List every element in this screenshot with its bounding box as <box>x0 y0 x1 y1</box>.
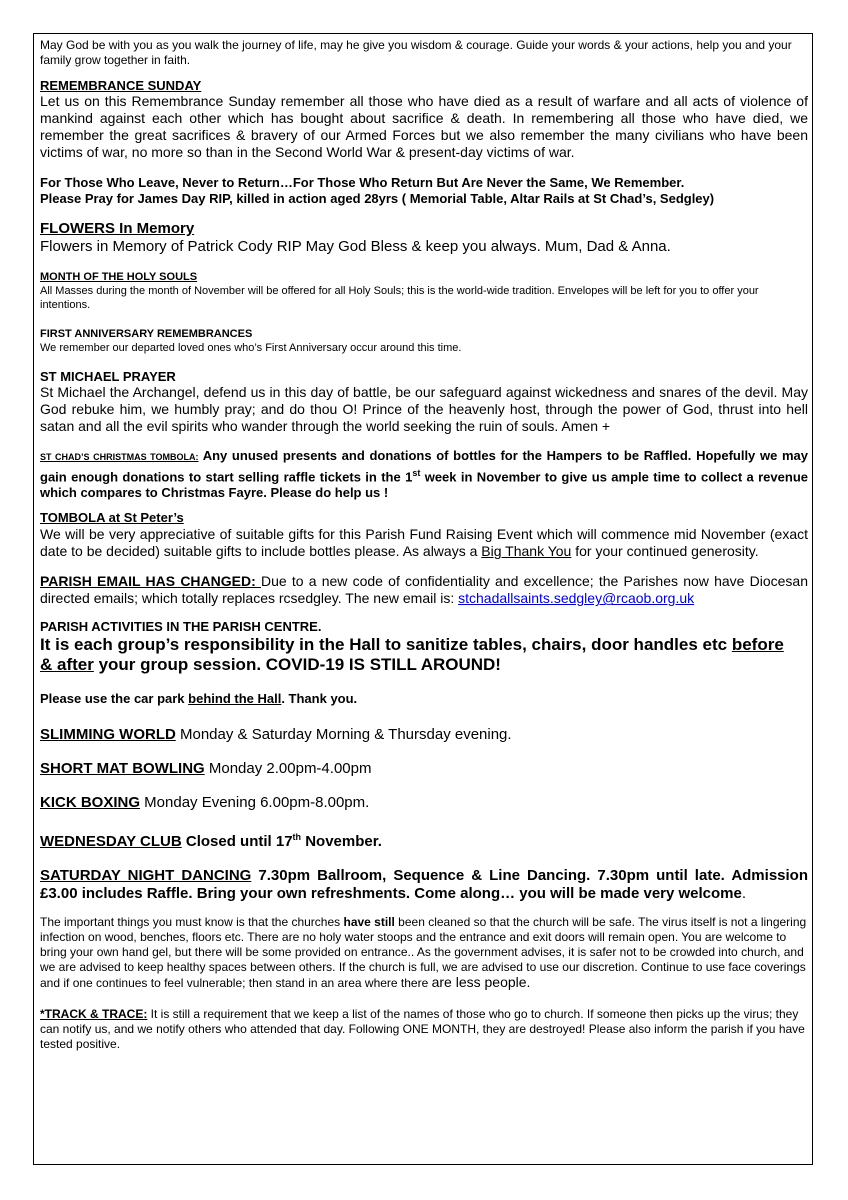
kick-boxing: KICK BOXING Monday Evening 6.00pm-8.00pm. <box>40 794 370 812</box>
opening-blessing: May God be with you as you walk the journey of life, may he give you wisdom & courage. Guide your words & your actions, help you and your family grow together in faith. <box>40 38 792 67</box>
remembrance-bold-2: Please Pray for James Day RIP, killed in action aged 28yrs ( Memorial Table, Altar Rails at St Chad’s, Sedgley) <box>40 191 715 206</box>
track-trace-notice: *TRACK & TRACE: It is still a requirement that we keep a list of the names of those who go to church. If someone then picks up the virus; they can notify us, and we notify others who attended that day. Following ONE MONTH, they are destroyed! Please also inform the parish if you have tested positive. <box>40 1007 805 1052</box>
car-park-notice: Please use the car park behind the Hall. Thank you. <box>40 691 358 707</box>
activities-heading: PARISH ACTIVITIES IN THE PARISH CENTRE. <box>40 619 322 635</box>
anniversary-heading: FIRST ANNIVERSARY REMEMBRANCES <box>40 328 253 340</box>
st-peters-body: We will be very appreciative of suitable gifts for this Parish Fund Raising Event which will commence mid November (exact date to be decided) suitable gifts to include bottles please. As always a Big Thank You for your continued generosity. <box>40 526 808 560</box>
saturday-dancing: SATURDAY NIGHT DANCING 7.30pm Ballroom, Sequence & Line Dancing. 7.30pm until late. Admission £3.00 includes Raffle. Bring your own refreshments. Come along… you will be made very welcome. <box>40 867 808 903</box>
st-michael-heading: ST MICHAEL PRAYER <box>40 369 176 384</box>
remembrance-body: Let us on this Remembrance Sunday remember all those who have died as a result of warfare and all acts of violence of mankind against each other which has bought about sacrifice & death. In remembering all those who have died, we remember the great sacrifices & bravery of our Armed Forces but we also remember the many civilians who have been victims of war, no more so than in the Second World War & present-day victims of war. <box>40 93 808 160</box>
tombola-paragraph: ST CHAD’S CHRISTMAS TOMBOLA: Any unused presents and donations of bottles for the Hampers to be Raffled. Hopefully we may gain enough donations to start selling raffle tickets in the 1st week in November to give us ample time to collect a revenue which compares to Christmas Fayre. Please do help us ! <box>40 448 808 501</box>
remembrance-bold-1: For Those Who Leave, Never to Return…For Those Who Return But Are Never the Same, We Remember. <box>40 175 685 190</box>
st-michael-body: St Michael the Archangel, defend us in this day of battle, be our safeguard against wickedness and snares of the devil. May God rebuke him, we humbly pray; and do thou O! Prince of the heavenly host, through the power of God, thrust into hell satan and all the evil spirits who wander through the world seeking the ruin of souls. Amen + <box>40 384 808 434</box>
tombola-heading: ST CHAD’S CHRISTMAS TOMBOLA: <box>40 452 199 462</box>
holy-souls-body: All Masses during the month of November will be offered for all Holy Souls; this is the world-wide tradition. Envelopes will be left for you to offer your intentions. <box>40 285 759 311</box>
big-thank-you: Big Thank You <box>481 543 572 560</box>
newsletter-content <box>40 38 808 1052</box>
remembrance-heading: REMEMBRANCE SUNDAY <box>40 78 202 93</box>
email-paragraph: PARISH EMAIL HAS CHANGED: Due to a new code of confidentiality and excellence; the Parishes now have Diocesan directed emails; which totally replaces rcsedgley. The new email is: stchadallsaints.sedgley@rcaob.org.uk <box>40 573 808 607</box>
activities-notice: It is each group’s responsibility in the Hall to sanitize tables, chairs, door handles etc before & after your group session. COVID-19 IS STILL AROUND! <box>40 635 784 675</box>
st-peters-heading: TOMBOLA at St Peter’s <box>40 510 184 526</box>
track-trace-heading: *TRACK & TRACE: <box>40 1007 148 1022</box>
email-link[interactable]: stchadallsaints.sedgley@rcaob.org.uk <box>458 590 695 607</box>
flowers-body: Flowers in Memory of Patrick Cody RIP May God Bless & keep you always. Mum, Dad & Anna. <box>40 238 671 255</box>
short-mat-bowling: SHORT MAT BOWLING Monday 2.00pm-4.00pm <box>40 760 372 778</box>
anniversary-body: We remember our departed loved ones who’s First Anniversary occur around this time. <box>40 342 462 354</box>
holy-souls-heading: MONTH OF THE HOLY SOULS <box>40 271 198 283</box>
email-heading: PARISH EMAIL HAS CHANGED: <box>40 573 261 590</box>
wednesday-club: WEDNESDAY CLUB Closed until 17th November. <box>40 832 382 851</box>
covid-notice: The important things you must know is that the churches have still been cleaned so that the church will be safe. The virus itself is not a lingering infection on wood, benches, floors etc. There are no holy water stoops and the entrance and exit doors will remain open. You are welcome to bring your own hand gel, but there will be some provided on entrance.. As the government advises, it is safer not to be crowded into church, and we are advised to keep healthy spaces between others. If the church is full, we are advised to use our discretion. Continue to use face coverings and if one continues to feel vulnerable; then stand in an area where there are less people. <box>40 915 807 991</box>
flowers-heading: FLOWERS In Memory <box>40 220 195 237</box>
slimming-world: SLIMMING WORLD Monday & Saturday Morning & Thursday evening. <box>40 726 512 744</box>
